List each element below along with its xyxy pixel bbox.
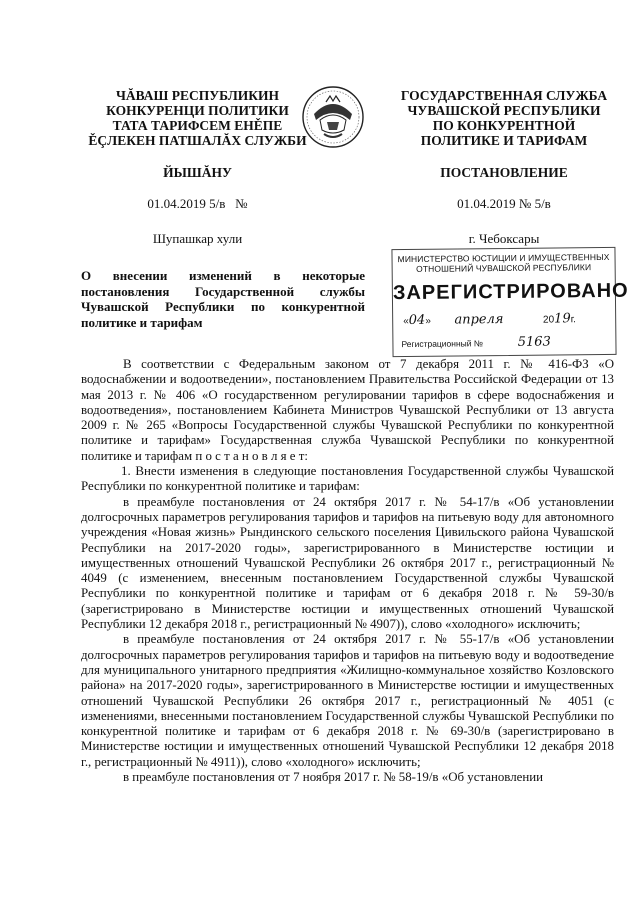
header-right-line: ГОСУДАРСТВЕННАЯ СЛУЖБА (400, 88, 608, 103)
header-left (70, 88, 325, 148)
document-subject: О внесении изменений в некоторые постановления Государственной службы Чувашской Республики по конкурентной политике и тарифам (81, 268, 365, 330)
registration-stamp (391, 247, 629, 357)
stamp-month: апреля (454, 312, 504, 328)
header-left-line: ĚÇЛЕКЕН ПАТШАЛĂХ СЛУЖБИ (88, 133, 307, 148)
stamp-reg-label: Регистрационный № (401, 338, 484, 350)
body-paragraph: в преамбуле постановления от 24 октября 2017 г. № 55-17/в «Об установлении долгосрочных параметров регулирования тарифов и тарифов на питьевую воду и водоотведение для муниципального унитарного предприятия «Жилищно-коммунальное хозяйство Козловского района» на 2017-2020 годы», зарегистрированного в Министерстве юстиции и имущественных отношений Чувашской Республики 26 октября 2017 г., регистрационный № 4051 (с изменениями, внесенными постановлением Государственной службы Чувашской Республики по конкурентной политике и тарифам от 6 декабря 2018 г. № 69-30/в (зарегистрировано в Министерстве юстиции и имущественных отношений Чувашской Республики 12 декабря 2018 г., регистрационный № 4911)), слово «холодного» исключить; (81, 632, 614, 769)
body-paragraph: 1. Внести изменения в следующие постановления Государственной службы Чувашской Республики по конкурентной политике и тарифам: (81, 464, 614, 494)
stamp-line: ОТНОШЕНИЙ ЧУВАШСКОЙ РЕСПУБЛИКИ (416, 262, 592, 274)
header-right-line: ЧУВАШСКОЙ РЕСПУБЛИКИ (407, 103, 601, 118)
city-russian: г. Чебоксары (468, 231, 540, 246)
date-number-right: 01.04.2019 № 5/в (457, 196, 551, 211)
header-left-line: ЧĂВАШ РЕСПУБЛИКИН (115, 88, 280, 103)
document-body (81, 357, 614, 785)
stamp-line: МИНИСТЕРСТВО ЮСТИЦИИ И ИМУЩЕСТВЕННЫХ (397, 251, 610, 265)
stamp-date: «04» апреля 2019г. (403, 311, 576, 328)
stamp-day: 04 (408, 312, 426, 328)
body-paragraph: в преамбуле постановления от 24 октября 2017 г. № 54-17/в «Об установлении долгосрочных параметров регулирования тарифов и тарифов на питьевую воду для автономного учреждения «Новая жизнь» Рындинского сельского поселения Цивильского района Чувашской Республики на 2017-2020 годы», зарегистрированного в Министерстве юстиции и имущественных отношений Чувашской Республики 26 октября 2017 г., регистрационный № 4049 (с изменением, внесенным постановлением Государственной службы Чувашской Республики по конкурентной политике и тарифам от 6 декабря 2018 г. № 59-30/в (зарегистрировано в Министерстве юстиции и имущественных отношений Чувашской Республики 12 декабря 2018 г., регистрационный № 4907)), слово «холодного» исключить; (81, 494, 614, 632)
stamp-reg-number: 5163 (517, 334, 551, 350)
stamp-registration (401, 334, 615, 351)
header-right-line: ПО КОНКУРЕНТНОЙ (432, 118, 576, 133)
stamp-year-suffix: 19 (554, 311, 571, 327)
stamp-year-unit: г. (570, 314, 576, 326)
body-paragraph: в преамбуле постановления от 7 ноября 2017 г. № 58-19/в «Об установлении (123, 770, 544, 785)
stamp-year-prefix: 20 (542, 314, 555, 326)
coat-of-arms-emblem (300, 84, 366, 150)
header-left-line: КОНКУРЕНЦИ ПОЛИТИКИ (106, 103, 289, 118)
header-left-line: ТАТА ТАРИФСЕМ ЕНĚПЕ (112, 118, 283, 133)
stamp-status: ЗАРЕГИСТРИРОВАНО (392, 279, 629, 305)
header-right-line: ПОЛИТИКЕ И ТАРИФАМ (420, 133, 588, 148)
header-right (384, 88, 624, 148)
doc-type-chuvash: ЙЫШĂНУ (163, 165, 232, 180)
body-paragraph: В соответствии с Федеральным законом от 7 декабря 2011 г. № 416-ФЗ «О водоснабжении и водоотведении», постановлением Правительства Российской Федерации от 13 мая 2013 г. № 406 «О государственном регулировании тарифов в сфере водоснабжения и водоотведения», постановлением Кабинета Министров Чувашской Республики от 13 августа 2009 г. № 265 «Вопросы Государственной службы Чувашской Республики по конкурентной политике и тарифам» Государственная служба Чувашской Республики по конкурентной политике и тарифам п о с т а н о в л я е т: (81, 357, 614, 463)
stamp-ministry (392, 252, 614, 274)
doc-type-russian: ПОСТАНОВЛЕНИЕ (440, 165, 568, 180)
city-chuvash: Шупашкар хули (152, 231, 243, 246)
date-number-left: 01.04.2019 5/в № (147, 196, 248, 211)
